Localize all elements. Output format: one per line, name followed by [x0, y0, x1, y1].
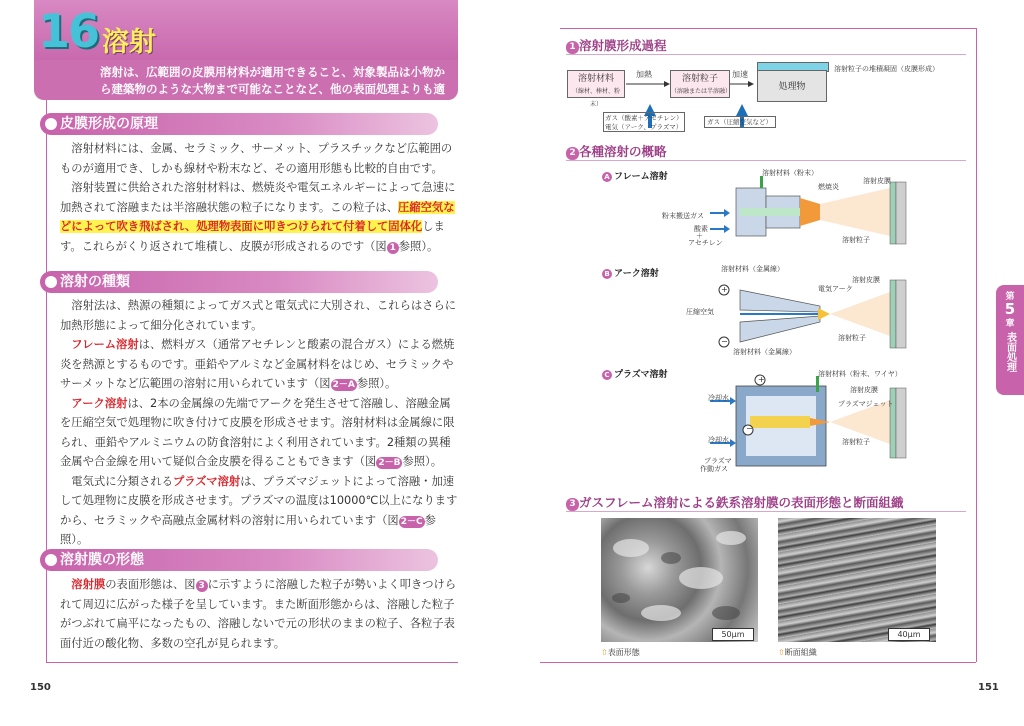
section-heading-types: 溶射の種類: [40, 271, 438, 293]
a-label-plus: ＋: [696, 232, 703, 240]
chapter-title: 溶射: [102, 27, 156, 58]
highlighted-text: 圧縮空気などによって吹き飛ばされ、処理物表面に叩きつけられて付着して固体化: [60, 200, 455, 233]
paragraph: フレーム溶射は、燃料ガス（通常アセチレンと酸素の混合ガス）による燃焼炎を熱源とするものです。亜鉛やアルミなど金属材料をはじめ、セラミックやサーメットなど広範囲の溶射に用いられています（図 2－A 参照）。: [60, 338, 455, 390]
label-accel: 加速: [732, 70, 748, 79]
paragraph: 溶射膜の表面形態は、図 3 に示すように溶融した粒子が勢いよく叩きつけられて周辺に広がった様子を呈しています。また断面形態からは、溶融した粒子がつぶれて扁平になったもの、溶融しないで元の形状のままの粒子、各粒子表面付近の酸化物、多数の空孔が見られます。: [60, 578, 457, 650]
a-label-carrier-gas: 粉末搬送ガス: [662, 212, 704, 220]
a-label-oxygen: 酸素: [694, 225, 708, 233]
b-label-wire-top: 溶射材料（金属線）: [721, 265, 784, 273]
paragraph: 溶射材料には、金属、セラミック、サーメット、プラスチックなど広範囲のものが適用でき、しかも線材や粉末など、その適用形態も比較的自由です。: [60, 142, 453, 175]
section-heading-principle: 皮膜形成の原理: [40, 113, 438, 135]
left-frame-line: [46, 100, 47, 662]
term-arc: アーク溶射: [71, 396, 128, 410]
particle-box: 溶射粒子 （溶融または半溶融）: [670, 70, 730, 98]
label-deposit: 溶射粒子の堆積凝固（皮膜形成）: [834, 65, 939, 73]
figure-ref: 2－A: [332, 380, 355, 390]
b-label-minus: −: [721, 337, 728, 346]
c-label-material: 溶射材料（粉末、ワイヤ）: [818, 370, 902, 378]
term-coating: 溶射膜: [71, 578, 106, 591]
page-number-right: 151: [978, 682, 999, 693]
right-frame-bottom: [540, 662, 976, 663]
section-types-body: [60, 296, 458, 550]
caption-surface: ⇧表面形態: [601, 648, 640, 657]
section-principle-body: [60, 139, 458, 256]
b-label-plus: +: [721, 285, 728, 294]
material-box: 溶射材料 （線材、棒材、粉末）: [567, 70, 625, 98]
paragraph: 溶射法は、熱源の種類によってガス式と電気式に大別され、これらはさらに加熱形態によって細分化されています。: [60, 299, 457, 332]
a-label-acetylene: アセチレン: [688, 239, 723, 247]
subfig-c-title: C プラズマ溶射: [602, 367, 668, 380]
b-label-particles: 溶射粒子: [838, 334, 866, 342]
a-label-particles: 溶射粒子: [842, 236, 870, 244]
label-heat: 加熱: [636, 70, 652, 79]
c-label-plasma: プラズマ: [704, 457, 732, 465]
b-label-arc: 電気アーク: [818, 285, 853, 293]
c-label-cooling-water-1: 冷却水: [708, 394, 729, 402]
a-label-coating: 溶射皮膜: [863, 177, 891, 185]
b-label-compressed-air: 圧縮空気: [686, 308, 714, 316]
figure1-rule: [566, 54, 966, 55]
c-label-particles: 溶射粒子: [842, 438, 870, 446]
term-plasma: プラズマ溶射: [172, 474, 241, 488]
page-number-left: 150: [30, 682, 51, 693]
c-label-coating: 溶射皮膜: [850, 386, 878, 394]
caption-cross-section: ⇧断面組織: [778, 648, 817, 657]
figure2-title: 2 各種溶射の概略: [566, 142, 667, 160]
paragraph: 電気式に分類されるプラズマ溶射は、プラズマジェットによって溶融・加速して処理物に皮膜を形成させます。プラズマの温度は10000℃以上になりますから、セラミックや高融点金属材料の溶射に用いられています（図 2－C 参照）。: [60, 474, 458, 546]
figure3-rule: [566, 511, 966, 512]
b-label-coating: 溶射皮膜: [852, 276, 880, 284]
figure-ref: 2－B: [378, 458, 401, 468]
chapter-lead: 溶射は、広範囲の皮膜用材料が適用できること、対象製品は小物から建築物のような大物まで可能なことなど、他の表面処理よりも適用範囲が広い。: [100, 65, 445, 113]
figure-ref: 2－C: [400, 516, 423, 527]
c-label-plasma-jet: プラズマジェット: [838, 400, 894, 408]
paragraph: アーク溶射は、2本の金属線の先端でアークを発生させて溶融し、溶融金属を圧縮空気で処理物に吹き付けて皮膜を形成させます。溶射材料は金属線に限られ、亜鉛やアルミニウムの防食溶射によく利用されています。2種類の異種金属や合金線を用いて疑似合金皮膜を得ることもできます（図 2－B 参照）。: [60, 396, 455, 468]
subfig-a-title: A フレーム溶射: [602, 169, 668, 182]
figure-ref: 3: [196, 580, 208, 592]
c-label-minus: −: [746, 424, 753, 433]
b-label-wire-bottom: 溶射材料（金属線）: [733, 348, 796, 356]
figure3-title: 3 ガスフレーム溶射による鉄系溶射膜の表面形態と断面組織: [566, 493, 904, 511]
input-gas2: ガス（圧縮空気など）: [704, 116, 776, 128]
chapter-tab: 第 5 章 表面処理: [996, 285, 1024, 395]
c-label-cooling-water-2: 冷却水: [708, 436, 729, 444]
plasma-spray-diagram: [700, 372, 920, 472]
right-frame-top: [560, 28, 976, 29]
scale-bar-left: 50μm: [712, 628, 754, 641]
subfig-b-title: B アーク溶射: [602, 266, 659, 279]
paragraph: 溶射装置に供給された溶射材料は、燃焼炎や電気エネルギーによって急速に加熱されて溶融または半溶融状態の粒子になります。この粒子は、圧縮空気などによって吹き飛ばされ、処理物表面に叩きつけられて付着して固体化します。これらがくり返されて堆積し、皮膜が形成されるのです（図 1 参照）。: [60, 181, 456, 253]
c-label-plus: +: [758, 375, 765, 384]
cross-section-micrograph: [778, 518, 936, 642]
figure2-rule: [566, 160, 966, 161]
term-flame: フレーム溶射: [71, 338, 139, 351]
section-heading-morphology: 溶射膜の形態: [40, 549, 438, 571]
section-morphology-body: [60, 575, 458, 653]
input-gas1: ガス（酸素＋アセチレン）電気（アーク、プラズマ）: [603, 112, 685, 132]
left-frame-bottom: [46, 662, 458, 663]
figure-ref: 1: [387, 242, 399, 254]
a-label-flame: 燃焼炎: [818, 183, 839, 191]
chapter-number: 16: [38, 4, 99, 58]
surface-micrograph: [601, 518, 758, 642]
a-label-material: 溶射材料（粉末）: [762, 169, 818, 177]
c-label-working-gas: 作動ガス: [700, 465, 728, 473]
figure1-title: 1 溶射膜形成過程: [566, 36, 667, 54]
scale-bar-right: 40μm: [888, 628, 930, 641]
workpiece-box: 処理物: [757, 70, 827, 102]
right-frame-line: [976, 28, 977, 662]
